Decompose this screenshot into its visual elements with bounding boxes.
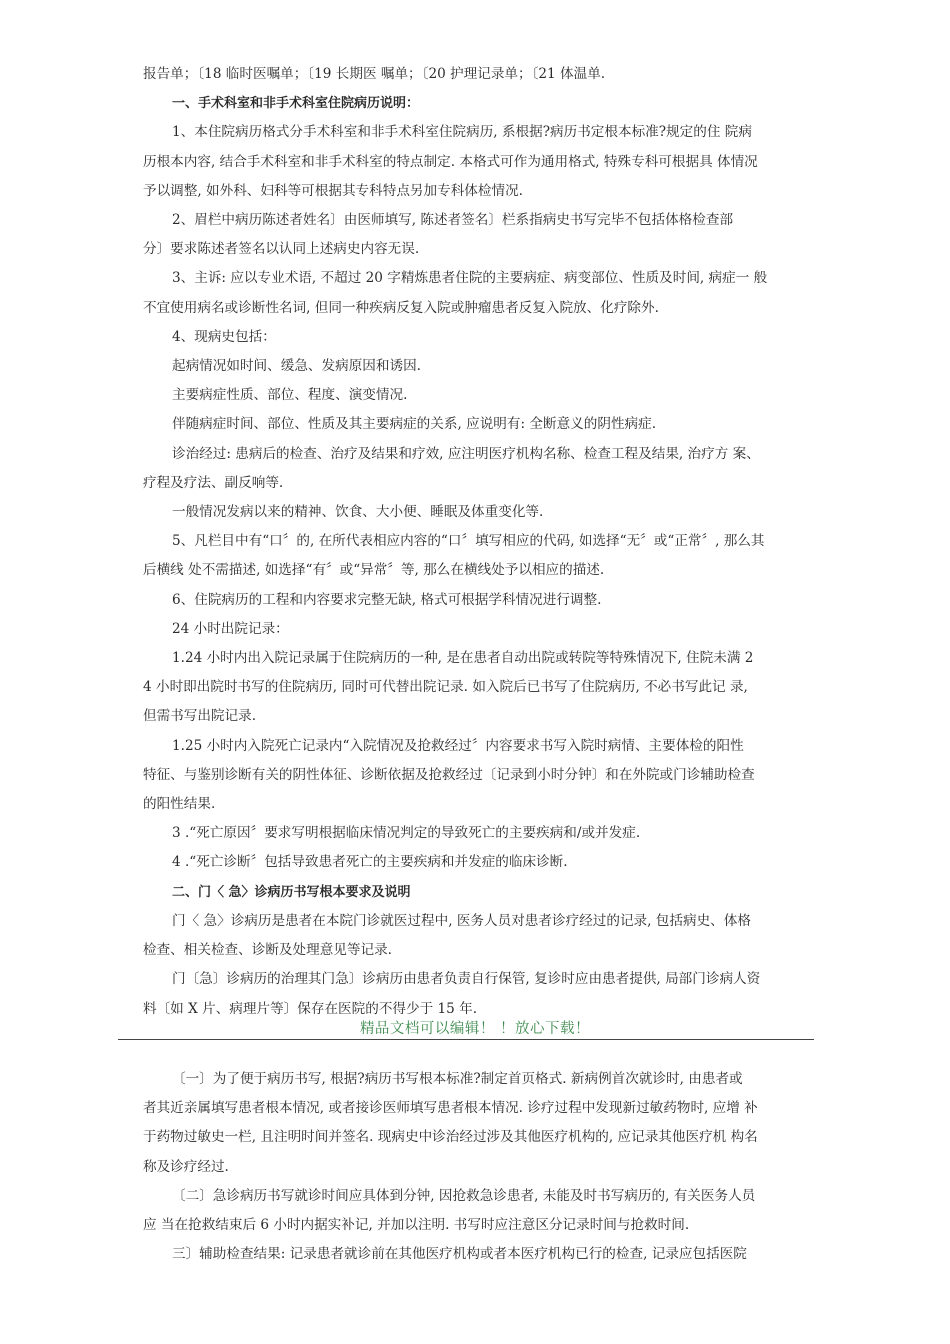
text-line: 起病情况如时间、缓急、发病原因和诱因.	[172, 358, 422, 375]
text-line: 特征、与鉴别诊断有关的阴性体征、诊断依据及抢救经过〔记录到小时分钟〕和在外院或门诊辅助检查	[143, 766, 755, 783]
text-line: 1.24 小时内出入院记录属于住院病历的一种, 是在患者自动出院或转院等特殊情况下, 住院未满 2	[172, 650, 754, 667]
section-heading: 二、门〈 急〉诊病历书写根本要求及说明	[172, 884, 411, 900]
text-line: 1、本住院病历格式分手术科室和非手术科室住院病历, 系根据?病历书定根本标准?规定的住 院病	[172, 124, 752, 141]
text-line: 予以调整, 如外科、妇科等可根据其专科特点另加专科体检情况.	[143, 182, 523, 199]
text-line: 者其近亲属填写患者根本情况, 或者接诊医师填写患者根本情况. 诊疗过程中发现新过敏药物时, 应增 补	[143, 1100, 758, 1117]
text-line: 一般情况发病以来的精神、饮食、大小便、睡眠及体重变化等.	[172, 504, 544, 521]
text-line: 4 小时即出院时书写的住院病历, 同时可代替出院记录. 如入院后已书写了住院病历, 不必书写此记 录,	[143, 679, 748, 696]
text-line: 伴随病症时间、部位、性质及其主要病症的关系, 应说明有: 全断意义的阴性病症.	[172, 416, 657, 433]
text-line: 的阳性结果.	[143, 796, 216, 813]
text-line: 应 当在抢救结束后 6 小时内据实补记, 并加以注明. 书写时应注意区分记录时间与抢救时间.	[143, 1217, 690, 1234]
text-line: 1.25 小时内入院死亡记录内“入院情况及抢救经过〞内容要求书写入院时病情、主要体检的阳性	[172, 737, 744, 754]
text-line: 于药物过敏史一栏, 且注明时间并签名. 现病史中诊治经过涉及其他医疗机构的, 应记录其他医疗机 构名	[143, 1129, 758, 1146]
text-line: 24 小时出院记录：	[172, 620, 289, 637]
document-page-1	[143, 60, 815, 1024]
text-line: 门〈 急〉诊病历是患者在本院门诊就医过程中, 医务人员对患者诊疗经过的记录, 包括病史、体格	[172, 912, 751, 929]
section-heading: 一、手术科室和非手术科室住院病历说明：	[172, 96, 420, 112]
text-line: 不宜使用病名或诊断性名词, 但同一种疾病反复入院或肿瘤患者反复入院放、化疗除外.	[143, 299, 659, 316]
footer-note: 精品文档可以编辑！ ！放心下载！	[359, 1021, 591, 1037]
text-line: 4 .“死亡诊断〞包括导致患者死亡的主要疾病和并发症的临床诊断.	[172, 854, 568, 871]
document-page-2	[143, 1065, 815, 1269]
text-line: 三〕辅助检查结果: 记录患者就诊前在其他医疗机构或者本医疗机构已行的检查, 记录应包括医院	[172, 1246, 747, 1263]
text-line: 报告单；〔18 临时医嘱单；〔19 长期医 嘱单；〔20 护理记录单；〔21 体温单.	[143, 66, 606, 82]
text-line: 检查、相关检查、诊断及处理意见等记录.	[143, 942, 393, 959]
text-line: 2、眉栏中病历陈述者姓名〕由医师填写, 陈述者签名〕栏系指病史书写完毕不包括体格检查部	[172, 212, 734, 229]
text-line: 〔一〕为了便于病历书写, 根据?病历书写根本标准?制定首页格式. 新病例首次就诊时, 由患者或	[172, 1071, 743, 1087]
text-line: 5、凡栏目中有“口〞的, 在所代表相应内容的“口〞填写相应的代码, 如选择“无〞或“正常〞, 那么其	[172, 533, 765, 550]
text-line: 疗程及疗法、副反响等.	[143, 474, 284, 491]
text-line: 6、住院病历的工程和内容要求完整无缺, 格式可根据学科情况进行调整.	[172, 591, 602, 608]
text-line: 门〔急〕诊病历的治理其门急〕诊病历由患者负责自行保管, 复诊时应由患者提供, 局部门诊病人资	[172, 971, 761, 988]
text-line: 称及诊疗经过.	[143, 1158, 229, 1175]
text-line: 后横线 处不需描述, 如选择“有〞或“异常〞等, 那么在横线处予以相应的描述.	[143, 562, 605, 579]
text-line: 4、现病史包括：	[172, 328, 276, 345]
text-line: 主要病症性质、部位、程度、演变情况.	[172, 387, 408, 404]
text-line: 3、主诉: 应以专业术语, 不超过 20 字精炼患者住院的主要病症、病变部位、性质及时间, 病症一 般	[172, 270, 768, 287]
text-line: 〔二〕急诊病历书写就诊时间应具体到分钟, 因抢救急诊患者, 未能及时书写病历的, 有关医务人员	[172, 1187, 756, 1204]
text-line: 诊治经过: 患病后的检查、治疗及结果和疗效, 应注明医疗机构名称、检查工程及结果, 治疗方 案、	[172, 445, 760, 462]
text-line: 但需书写出院记录.	[143, 708, 257, 725]
text-line: 分〕要求陈述者签名以认同上述病史内容无误.	[143, 241, 420, 258]
text-line: 历根本内容, 结合手术科室和非手术科室的特点制定. 本格式可作为通用格式, 特殊专科可根据具 体情况	[143, 153, 758, 170]
text-line: 3 .“死亡原因〞要求写明根据临床情况判定的导致死亡的主要疾病和/或并发症.	[172, 825, 641, 842]
page-divider	[118, 1039, 814, 1040]
text-line: 料〔如 X 片、病理片等〕保存在医院的不得少于 15 年.	[143, 1000, 478, 1017]
